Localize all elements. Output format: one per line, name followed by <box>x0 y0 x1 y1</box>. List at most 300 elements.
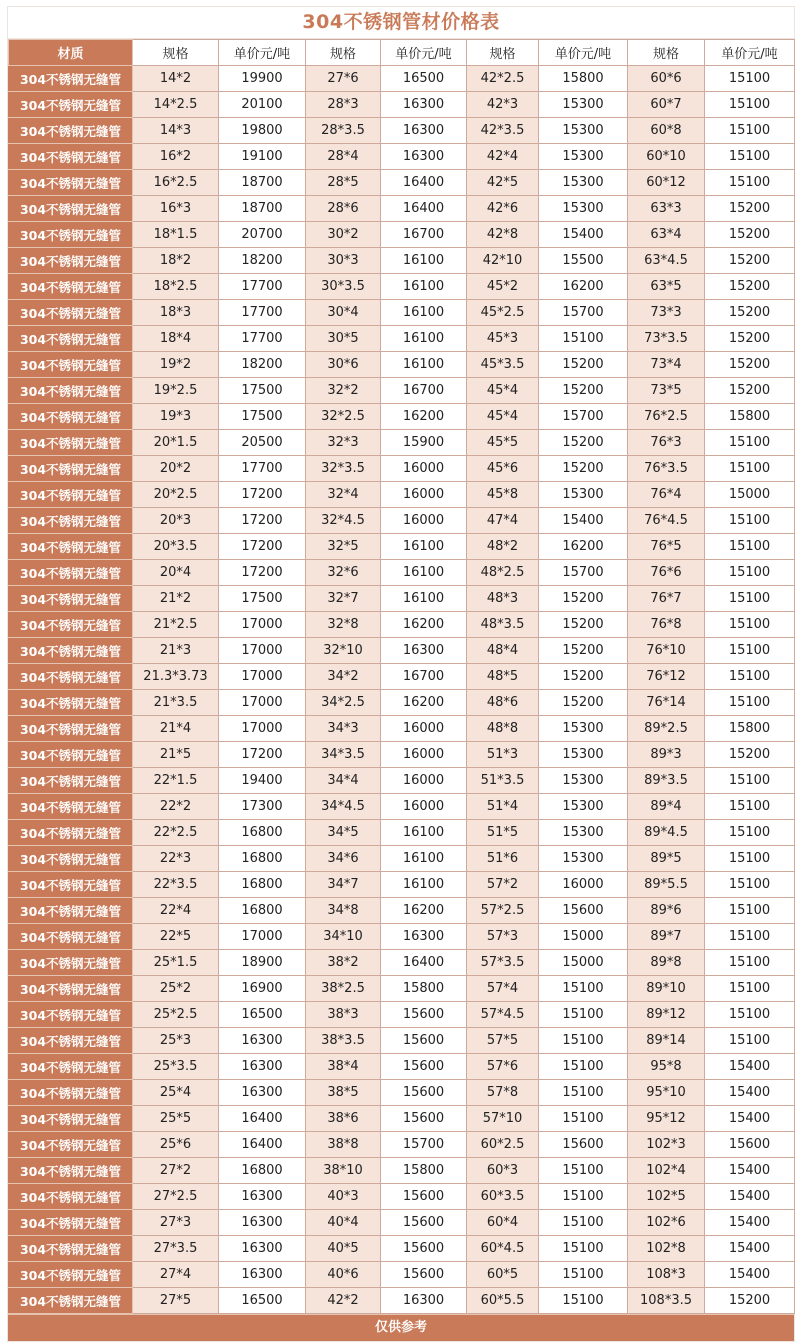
spec-cell: 21*2.5 <box>133 612 219 638</box>
spec-cell: 38*3 <box>306 1002 381 1028</box>
price-cell: 15300 <box>539 196 628 222</box>
price-cell: 15300 <box>539 794 628 820</box>
price-cell: 17300 <box>219 794 306 820</box>
spec-cell: 60*3.5 <box>467 1184 539 1210</box>
spec-cell: 27*3 <box>133 1210 219 1236</box>
price-cell: 15100 <box>705 820 795 846</box>
price-sheet <box>7 6 795 1342</box>
price-cell: 17700 <box>219 326 306 352</box>
price-cell: 15300 <box>539 92 628 118</box>
price-cell: 15100 <box>705 794 795 820</box>
table-row <box>9 92 795 118</box>
price-cell: 15300 <box>539 170 628 196</box>
price-cell: 15100 <box>705 976 795 1002</box>
spec-cell: 89*6 <box>628 898 705 924</box>
price-cell: 17000 <box>219 690 306 716</box>
spec-cell: 60*3 <box>467 1158 539 1184</box>
material-cell: 304不锈钢无缝管 <box>9 326 133 352</box>
price-cell: 16300 <box>219 1262 306 1288</box>
spec-cell: 22*2.5 <box>133 820 219 846</box>
table-row <box>9 950 795 976</box>
price-cell: 16100 <box>381 352 467 378</box>
material-cell: 304不锈钢无缝管 <box>9 924 133 950</box>
material-cell: 304不锈钢无缝管 <box>9 690 133 716</box>
price-cell: 16000 <box>381 742 467 768</box>
price-cell: 15000 <box>705 482 795 508</box>
price-cell: 15600 <box>381 1106 467 1132</box>
spec-cell: 42*4 <box>467 144 539 170</box>
price-cell: 15100 <box>539 1080 628 1106</box>
spec-cell: 30*6 <box>306 352 381 378</box>
spec-cell: 32*5 <box>306 534 381 560</box>
price-cell: 15100 <box>705 508 795 534</box>
price-cell: 15100 <box>705 1028 795 1054</box>
spec-cell: 48*5 <box>467 664 539 690</box>
table-row <box>9 742 795 768</box>
spec-cell: 51*3 <box>467 742 539 768</box>
table-row <box>9 924 795 950</box>
price-cell: 16400 <box>381 170 467 196</box>
table-row <box>9 716 795 742</box>
table-row <box>9 1288 795 1314</box>
spec-cell: 34*2 <box>306 664 381 690</box>
price-cell: 15100 <box>705 924 795 950</box>
spec-cell: 57*2 <box>467 872 539 898</box>
spec-cell: 51*6 <box>467 846 539 872</box>
material-cell: 304不锈钢无缝管 <box>9 274 133 300</box>
price-cell: 15200 <box>539 430 628 456</box>
spec-cell: 32*3.5 <box>306 456 381 482</box>
price-cell: 16100 <box>381 586 467 612</box>
spec-cell: 76*4.5 <box>628 508 705 534</box>
price-cell: 15600 <box>381 1210 467 1236</box>
spec-cell: 27*2 <box>133 1158 219 1184</box>
spec-cell: 18*1.5 <box>133 222 219 248</box>
price-cell: 15200 <box>705 378 795 404</box>
material-cell: 304不锈钢无缝管 <box>9 352 133 378</box>
spec-cell: 47*4 <box>467 508 539 534</box>
material-cell: 304不锈钢无缝管 <box>9 1184 133 1210</box>
spec-cell: 32*6 <box>306 560 381 586</box>
spec-cell: 38*2 <box>306 950 381 976</box>
header-price: 单价元/吨 <box>219 40 306 66</box>
spec-cell: 21*3.5 <box>133 690 219 716</box>
spec-cell: 40*5 <box>306 1236 381 1262</box>
spec-cell: 63*4.5 <box>628 248 705 274</box>
price-cell: 15400 <box>705 1054 795 1080</box>
spec-cell: 76*7 <box>628 586 705 612</box>
price-cell: 15100 <box>539 1210 628 1236</box>
spec-cell: 30*4 <box>306 300 381 326</box>
table-row <box>9 1080 795 1106</box>
spec-cell: 89*8 <box>628 950 705 976</box>
material-cell: 304不锈钢无缝管 <box>9 638 133 664</box>
footer-note: 仅供参考 <box>8 1314 794 1341</box>
price-cell: 15800 <box>539 66 628 92</box>
material-cell: 304不锈钢无缝管 <box>9 1210 133 1236</box>
spec-cell: 30*3.5 <box>306 274 381 300</box>
price-cell: 15300 <box>539 742 628 768</box>
spec-cell: 45*2.5 <box>467 300 539 326</box>
price-cell: 15400 <box>705 1106 795 1132</box>
material-cell: 304不锈钢无缝管 <box>9 378 133 404</box>
price-cell: 17700 <box>219 274 306 300</box>
spec-cell: 34*4 <box>306 768 381 794</box>
price-cell: 15200 <box>705 1288 795 1314</box>
spec-cell: 30*3 <box>306 248 381 274</box>
price-cell: 16100 <box>381 872 467 898</box>
spec-cell: 102*8 <box>628 1236 705 1262</box>
price-cell: 16000 <box>381 456 467 482</box>
price-cell: 16800 <box>219 820 306 846</box>
spec-cell: 73*5 <box>628 378 705 404</box>
price-cell: 15400 <box>705 1236 795 1262</box>
table-row <box>9 456 795 482</box>
table-row <box>9 352 795 378</box>
price-cell: 15100 <box>539 326 628 352</box>
price-cell: 15100 <box>705 118 795 144</box>
price-cell: 15200 <box>539 586 628 612</box>
table-row <box>9 976 795 1002</box>
spec-cell: 42*6 <box>467 196 539 222</box>
price-cell: 15200 <box>705 196 795 222</box>
price-cell: 16700 <box>381 222 467 248</box>
spec-cell: 16*2.5 <box>133 170 219 196</box>
spec-cell: 25*3 <box>133 1028 219 1054</box>
price-cell: 15600 <box>381 1262 467 1288</box>
spec-cell: 40*6 <box>306 1262 381 1288</box>
material-cell: 304不锈钢无缝管 <box>9 560 133 586</box>
material-cell: 304不锈钢无缝管 <box>9 222 133 248</box>
spec-cell: 48*2.5 <box>467 560 539 586</box>
price-cell: 15100 <box>705 612 795 638</box>
price-cell: 15100 <box>539 1236 628 1262</box>
table-row <box>9 326 795 352</box>
price-cell: 17500 <box>219 404 306 430</box>
spec-cell: 32*4.5 <box>306 508 381 534</box>
price-cell: 16500 <box>381 66 467 92</box>
price-cell: 15200 <box>705 326 795 352</box>
material-cell: 304不锈钢无缝管 <box>9 170 133 196</box>
price-cell: 15100 <box>539 976 628 1002</box>
price-cell: 16100 <box>381 274 467 300</box>
spec-cell: 18*2.5 <box>133 274 219 300</box>
price-cell: 15100 <box>539 1028 628 1054</box>
price-cell: 16400 <box>381 950 467 976</box>
price-cell: 18200 <box>219 248 306 274</box>
material-cell: 304不锈钢无缝管 <box>9 1288 133 1314</box>
price-cell: 17000 <box>219 664 306 690</box>
spec-cell: 19*3 <box>133 404 219 430</box>
price-cell: 16000 <box>381 768 467 794</box>
spec-cell: 22*5 <box>133 924 219 950</box>
price-cell: 15100 <box>539 1106 628 1132</box>
price-cell: 15600 <box>705 1132 795 1158</box>
header-spec: 规格 <box>467 40 539 66</box>
price-cell: 15400 <box>705 1262 795 1288</box>
price-cell: 16300 <box>381 924 467 950</box>
price-cell: 20100 <box>219 92 306 118</box>
material-cell: 304不锈钢无缝管 <box>9 300 133 326</box>
spec-cell: 102*3 <box>628 1132 705 1158</box>
price-cell: 15800 <box>381 976 467 1002</box>
price-cell: 18900 <box>219 950 306 976</box>
material-cell: 304不锈钢无缝管 <box>9 1080 133 1106</box>
table-row <box>9 612 795 638</box>
spec-cell: 57*8 <box>467 1080 539 1106</box>
price-cell: 15400 <box>539 222 628 248</box>
price-cell: 19400 <box>219 768 306 794</box>
material-cell: 304不锈钢无缝管 <box>9 976 133 1002</box>
spec-cell: 102*6 <box>628 1210 705 1236</box>
price-cell: 15300 <box>539 482 628 508</box>
material-cell: 304不锈钢无缝管 <box>9 1262 133 1288</box>
header-spec: 规格 <box>628 40 705 66</box>
price-cell: 15300 <box>539 716 628 742</box>
price-cell: 15100 <box>705 664 795 690</box>
spec-cell: 34*6 <box>306 846 381 872</box>
table-row <box>9 690 795 716</box>
spec-cell: 60*5 <box>467 1262 539 1288</box>
price-cell: 15300 <box>539 144 628 170</box>
table-row <box>9 1236 795 1262</box>
price-cell: 16300 <box>219 1054 306 1080</box>
material-cell: 304不锈钢无缝管 <box>9 1002 133 1028</box>
spec-cell: 34*10 <box>306 924 381 950</box>
spec-cell: 60*10 <box>628 144 705 170</box>
material-cell: 304不锈钢无缝管 <box>9 820 133 846</box>
price-cell: 17200 <box>219 508 306 534</box>
spec-cell: 57*10 <box>467 1106 539 1132</box>
spec-cell: 18*3 <box>133 300 219 326</box>
table-row <box>9 300 795 326</box>
spec-cell: 21*4 <box>133 716 219 742</box>
price-cell: 16000 <box>381 508 467 534</box>
spec-cell: 76*10 <box>628 638 705 664</box>
material-cell: 304不锈钢无缝管 <box>9 1236 133 1262</box>
spec-cell: 25*5 <box>133 1106 219 1132</box>
spec-cell: 20*3 <box>133 508 219 534</box>
spec-cell: 20*2.5 <box>133 482 219 508</box>
price-cell: 15600 <box>381 1054 467 1080</box>
header-price: 单价元/吨 <box>539 40 628 66</box>
spec-cell: 57*3 <box>467 924 539 950</box>
spec-cell: 89*14 <box>628 1028 705 1054</box>
price-cell: 15100 <box>705 950 795 976</box>
spec-cell: 38*10 <box>306 1158 381 1184</box>
spec-cell: 76*2.5 <box>628 404 705 430</box>
price-cell: 15300 <box>539 846 628 872</box>
spec-cell: 89*3 <box>628 742 705 768</box>
price-cell: 16500 <box>219 1288 306 1314</box>
price-cell: 19900 <box>219 66 306 92</box>
table-body <box>9 66 795 1314</box>
price-cell: 15100 <box>705 66 795 92</box>
price-cell: 16300 <box>219 1236 306 1262</box>
spec-cell: 95*8 <box>628 1054 705 1080</box>
material-cell: 304不锈钢无缝管 <box>9 248 133 274</box>
spec-cell: 30*5 <box>306 326 381 352</box>
spec-cell: 20*2 <box>133 456 219 482</box>
price-cell: 16000 <box>381 794 467 820</box>
spec-cell: 63*5 <box>628 274 705 300</box>
spec-cell: 45*3 <box>467 326 539 352</box>
spec-cell: 32*4 <box>306 482 381 508</box>
price-cell: 16800 <box>219 1158 306 1184</box>
spec-cell: 42*3.5 <box>467 118 539 144</box>
price-cell: 15100 <box>539 1002 628 1028</box>
spec-cell: 48*2 <box>467 534 539 560</box>
price-cell: 17500 <box>219 586 306 612</box>
spec-cell: 102*4 <box>628 1158 705 1184</box>
spec-cell: 25*3.5 <box>133 1054 219 1080</box>
price-cell: 15200 <box>705 300 795 326</box>
spec-cell: 57*4 <box>467 976 539 1002</box>
price-cell: 15200 <box>539 352 628 378</box>
price-cell: 15100 <box>705 846 795 872</box>
spec-cell: 34*8 <box>306 898 381 924</box>
price-cell: 15800 <box>381 1158 467 1184</box>
spec-cell: 34*4.5 <box>306 794 381 820</box>
material-cell: 304不锈钢无缝管 <box>9 430 133 456</box>
spec-cell: 28*3 <box>306 92 381 118</box>
price-cell: 16400 <box>219 1132 306 1158</box>
price-cell: 15400 <box>705 1080 795 1106</box>
table-row <box>9 846 795 872</box>
spec-cell: 40*4 <box>306 1210 381 1236</box>
spec-cell: 16*2 <box>133 144 219 170</box>
spec-cell: 102*5 <box>628 1184 705 1210</box>
table-row <box>9 274 795 300</box>
table-row <box>9 1054 795 1080</box>
spec-cell: 48*3.5 <box>467 612 539 638</box>
price-cell: 16300 <box>381 1288 467 1314</box>
price-cell: 16000 <box>381 482 467 508</box>
price-cell: 15600 <box>539 1132 628 1158</box>
material-cell: 304不锈钢无缝管 <box>9 92 133 118</box>
price-cell: 16200 <box>539 534 628 560</box>
spec-cell: 27*4 <box>133 1262 219 1288</box>
table-row <box>9 768 795 794</box>
price-cell: 16000 <box>539 872 628 898</box>
price-cell: 15700 <box>381 1132 467 1158</box>
table-row <box>9 1210 795 1236</box>
spec-cell: 28*5 <box>306 170 381 196</box>
spec-cell: 60*12 <box>628 170 705 196</box>
spec-cell: 16*3 <box>133 196 219 222</box>
spec-cell: 34*7 <box>306 872 381 898</box>
table-row <box>9 378 795 404</box>
spec-cell: 27*5 <box>133 1288 219 1314</box>
spec-cell: 25*2.5 <box>133 1002 219 1028</box>
spec-cell: 32*2 <box>306 378 381 404</box>
spec-cell: 38*2.5 <box>306 976 381 1002</box>
spec-cell: 34*3.5 <box>306 742 381 768</box>
spec-cell: 14*3 <box>133 118 219 144</box>
price-cell: 17000 <box>219 638 306 664</box>
spec-cell: 63*3 <box>628 196 705 222</box>
spec-cell: 89*4 <box>628 794 705 820</box>
spec-cell: 89*4.5 <box>628 820 705 846</box>
spec-cell: 34*3 <box>306 716 381 742</box>
price-cell: 15800 <box>705 716 795 742</box>
spec-cell: 38*5 <box>306 1080 381 1106</box>
spec-cell: 60*7 <box>628 92 705 118</box>
price-cell: 18700 <box>219 196 306 222</box>
spec-cell: 42*3 <box>467 92 539 118</box>
price-cell: 16200 <box>381 612 467 638</box>
price-cell: 15600 <box>381 1002 467 1028</box>
material-cell: 304不锈钢无缝管 <box>9 508 133 534</box>
spec-cell: 76*3 <box>628 430 705 456</box>
spec-cell: 22*3.5 <box>133 872 219 898</box>
price-cell: 15700 <box>539 404 628 430</box>
price-cell: 16800 <box>219 898 306 924</box>
header-price: 单价元/吨 <box>381 40 467 66</box>
spec-cell: 48*3 <box>467 586 539 612</box>
price-cell: 19100 <box>219 144 306 170</box>
spec-cell: 89*5 <box>628 846 705 872</box>
spec-cell: 76*14 <box>628 690 705 716</box>
spec-cell: 14*2 <box>133 66 219 92</box>
material-cell: 304不锈钢无缝管 <box>9 196 133 222</box>
price-cell: 15100 <box>705 690 795 716</box>
spec-cell: 45*4 <box>467 378 539 404</box>
material-cell: 304不锈钢无缝管 <box>9 1106 133 1132</box>
price-cell: 15500 <box>539 248 628 274</box>
price-cell: 15400 <box>539 508 628 534</box>
material-cell: 304不锈钢无缝管 <box>9 872 133 898</box>
material-cell: 304不锈钢无缝管 <box>9 846 133 872</box>
price-cell: 17000 <box>219 612 306 638</box>
table-row <box>9 898 795 924</box>
spec-cell: 38*4 <box>306 1054 381 1080</box>
spec-cell: 45*2 <box>467 274 539 300</box>
price-cell: 15100 <box>705 872 795 898</box>
spec-cell: 76*3.5 <box>628 456 705 482</box>
price-cell: 15100 <box>705 456 795 482</box>
spec-cell: 57*6 <box>467 1054 539 1080</box>
spec-cell: 38*6 <box>306 1106 381 1132</box>
spec-cell: 18*4 <box>133 326 219 352</box>
spec-cell: 18*2 <box>133 248 219 274</box>
table-row <box>9 664 795 690</box>
spec-cell: 25*2 <box>133 976 219 1002</box>
price-cell: 17000 <box>219 716 306 742</box>
price-cell: 15200 <box>705 222 795 248</box>
spec-cell: 22*4 <box>133 898 219 924</box>
spec-cell: 42*8 <box>467 222 539 248</box>
spec-cell: 34*2.5 <box>306 690 381 716</box>
material-cell: 304不锈钢无缝管 <box>9 586 133 612</box>
table-row <box>9 638 795 664</box>
spec-cell: 48*8 <box>467 716 539 742</box>
spec-cell: 32*8 <box>306 612 381 638</box>
spec-cell: 60*5.5 <box>467 1288 539 1314</box>
spec-cell: 51*3.5 <box>467 768 539 794</box>
spec-cell: 20*4 <box>133 560 219 586</box>
price-cell: 16400 <box>381 196 467 222</box>
spec-cell: 32*2.5 <box>306 404 381 430</box>
price-cell: 20500 <box>219 430 306 456</box>
price-cell: 15100 <box>705 898 795 924</box>
price-cell: 16200 <box>381 404 467 430</box>
spec-cell: 60*4 <box>467 1210 539 1236</box>
spec-cell: 95*12 <box>628 1106 705 1132</box>
price-cell: 18700 <box>219 170 306 196</box>
spec-cell: 89*10 <box>628 976 705 1002</box>
price-cell: 18200 <box>219 352 306 378</box>
